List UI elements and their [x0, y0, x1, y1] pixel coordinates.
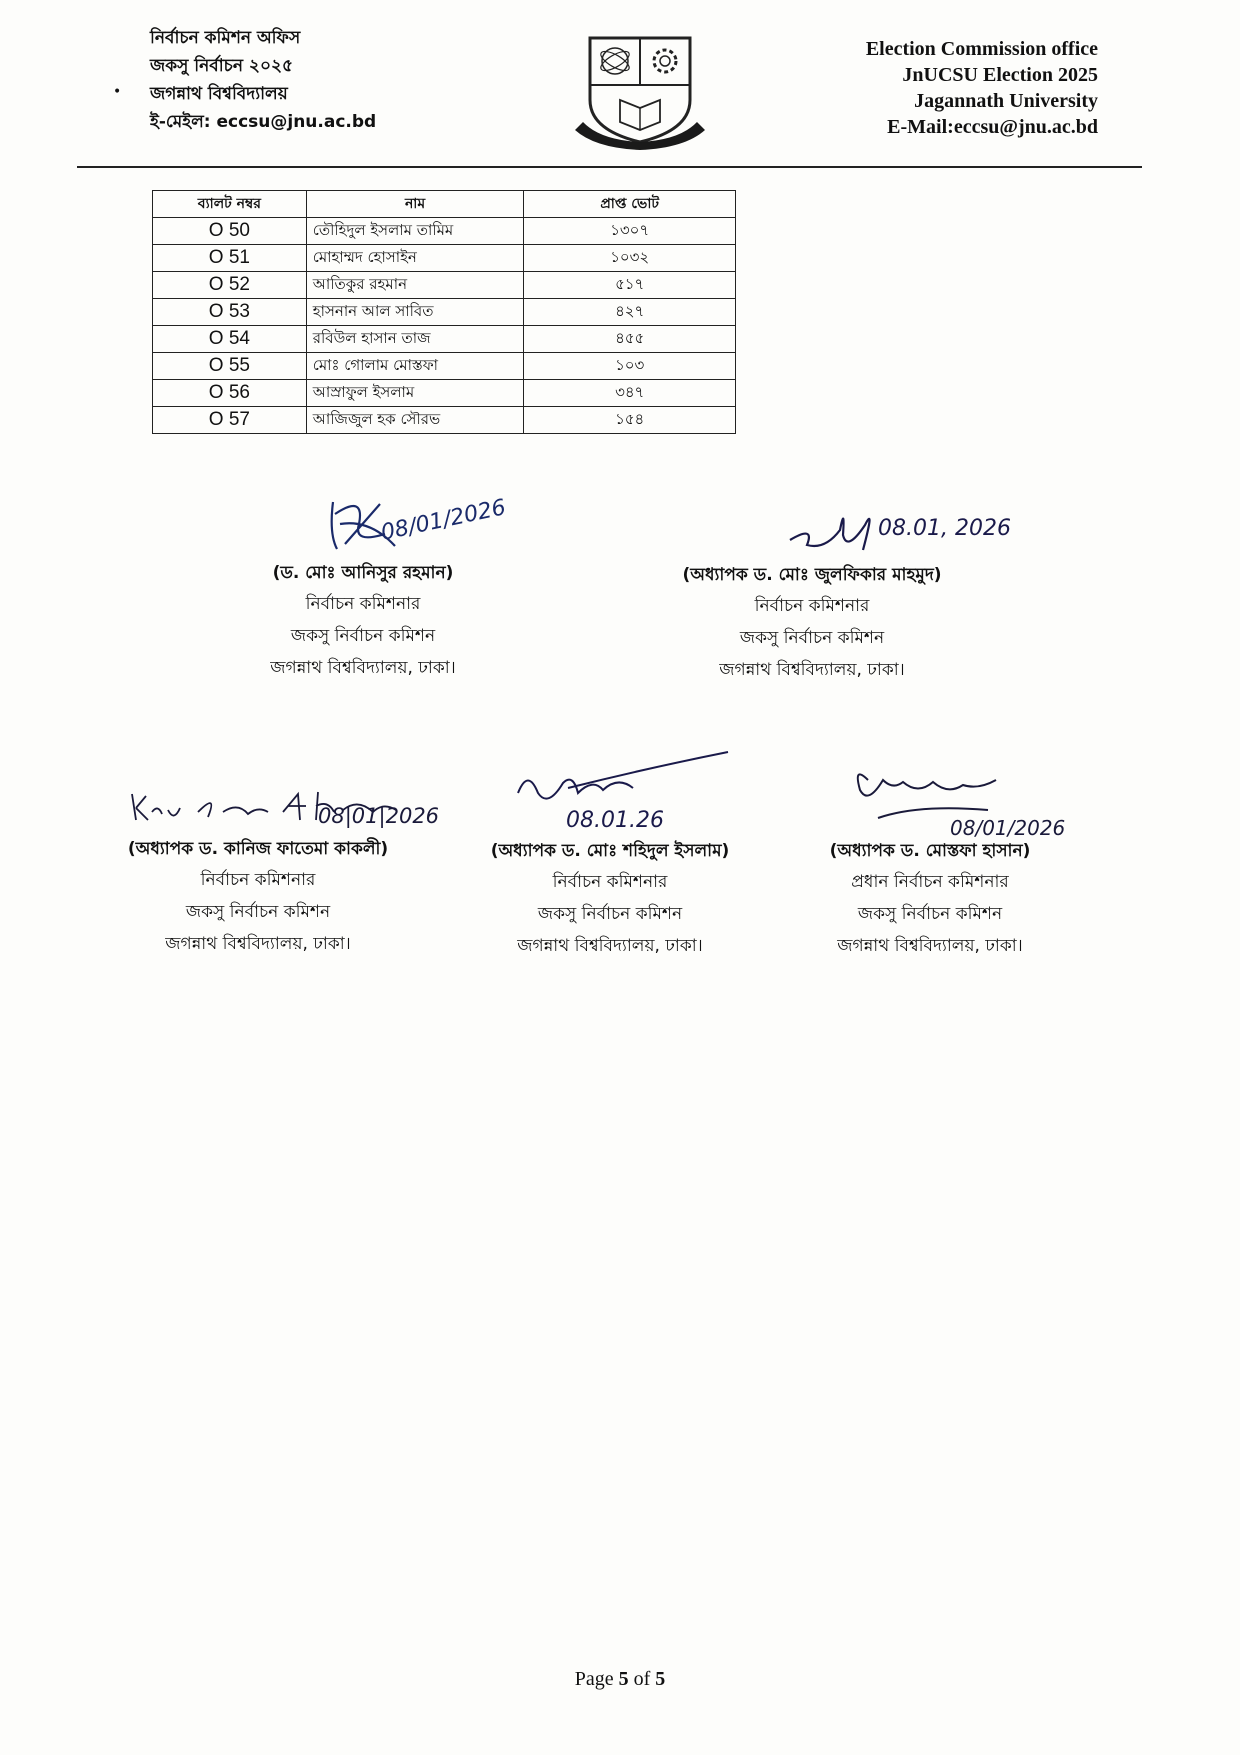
signatory-title: নির্বাচন কমিশনার: [754, 596, 870, 616]
table-row: [153, 326, 736, 353]
email-bn: ই-মেইল: eccsu@jnu.ac.bd: [150, 112, 377, 132]
signatory-place: জগন্নাথ বিশ্ববিদ্যালয়, ঢাকা।: [837, 936, 1023, 956]
ballot-cell: O 54: [153, 326, 307, 353]
page-number: [0, 1668, 1240, 1691]
page-current: 5: [618, 1668, 629, 1690]
signatory-title: নির্বাচন কমিশনার: [305, 594, 421, 614]
table-header-row: [153, 191, 736, 218]
signature-date: 08/01/2026: [378, 495, 509, 546]
name-cell: হাসনান আল সাবিত: [306, 299, 524, 326]
election-name-bn: জকসু নির্বাচন ২০২৫: [150, 56, 294, 76]
votes-cell: ৫১৭: [524, 272, 736, 299]
name-cell: আজিজুল হক সৌরভ: [306, 407, 524, 434]
signatory-org: জকসু নির্বাচন কমিশন: [185, 902, 331, 922]
signatory-place: জগন্নাথ বিশ্ববিদ্যালয়, ঢাকা।: [270, 658, 456, 678]
ballot-cell: O 55: [153, 353, 307, 380]
col-header-name: নাম: [306, 191, 524, 218]
university-name-en: Jagannath University: [914, 90, 1098, 112]
office-name-en: Election Commission office: [865, 38, 1098, 60]
signatory-block: [652, 560, 972, 686]
table-row: [153, 353, 736, 380]
signatory-name: (অধ্যাপক ড. মোস্তফা হাসান): [829, 841, 1031, 861]
signature-zulfikar-icon: [785, 500, 885, 556]
university-logo-icon: [575, 30, 705, 155]
votes-cell: ৩৪৭: [524, 380, 736, 407]
votes-cell: ১০৩২: [524, 245, 736, 272]
signatory-block: [238, 558, 488, 684]
ballot-cell: O 51: [153, 245, 307, 272]
signatory-place: জগন্নাথ বিশ্ববিদ্যালয়, ঢাকা।: [517, 936, 703, 956]
page-middle: of: [628, 1668, 656, 1690]
signatory-block: [108, 834, 408, 960]
signatory-title: নির্বাচন কমিশনার: [200, 870, 316, 890]
office-header-bn: [150, 24, 376, 136]
signatory-title: নির্বাচন কমিশনার: [552, 872, 668, 892]
ballot-cell: O 57: [153, 407, 307, 434]
signature-date: 08/01/2026: [950, 816, 1066, 840]
table-row: [153, 272, 736, 299]
office-header-en: [866, 36, 1098, 140]
signatory-name: (অধ্যাপক ড. মোঃ শহিদুল ইসলাম): [490, 841, 730, 861]
ballot-cell: O 56: [153, 380, 307, 407]
signatory-block: [460, 836, 760, 962]
table-row: [153, 218, 736, 245]
signature-date: 08.01, 2026: [878, 516, 1011, 541]
signatory-org: জকসু নির্বাচন কমিশন: [857, 904, 1003, 924]
signatory-place: জগন্নাথ বিশ্ববিদ্যালয়, ঢাকা।: [165, 934, 351, 954]
header-divider: [77, 166, 1142, 168]
table-row: [153, 407, 736, 434]
ballot-cell: O 50: [153, 218, 307, 245]
name-cell: মোঃ গোলাম মোস্তফা: [306, 353, 524, 380]
col-header-ballot: ব্যালট নম্বর: [153, 191, 307, 218]
signatory-org: জকসু নির্বাচন কমিশন: [537, 904, 683, 924]
table-row: [153, 245, 736, 272]
col-header-votes: প্রাপ্ত ভোট: [524, 191, 736, 218]
election-name-en: JnUCSU Election 2025: [902, 64, 1098, 86]
name-cell: আস্রাফুল ইসলাম: [306, 380, 524, 407]
signatory-org: জকসু নির্বাচন কমিশন: [290, 626, 436, 646]
table-row: [153, 380, 736, 407]
results-table: [152, 190, 736, 434]
signatory-block: [805, 836, 1055, 962]
table-row: [153, 299, 736, 326]
signature-date: 08|01|2026: [318, 804, 440, 828]
page-total: 5: [655, 1668, 666, 1690]
ballot-cell: O 53: [153, 299, 307, 326]
office-name-bn: নির্বাচন কমিশন অফিস: [150, 28, 301, 48]
signatory-title: প্রধান নির্বাচন কমিশনার: [851, 872, 1009, 892]
name-cell: আতিকুর রহমান: [306, 272, 524, 299]
signatory-name: (অধ্যাপক ড. কানিজ ফাতেমা কাকলী): [127, 839, 389, 859]
votes-cell: ১৫৪: [524, 407, 736, 434]
bullet-mark: •: [113, 84, 122, 100]
votes-cell: ১০৩: [524, 353, 736, 380]
name-cell: রবিউল হাসান তাজ: [306, 326, 524, 353]
votes-cell: ১৩০৭: [524, 218, 736, 245]
university-name-bn: জগন্নাথ বিশ্ববিদ্যালয়: [150, 84, 288, 104]
page-prefix: Page: [574, 1668, 619, 1690]
votes-cell: ৪২৭: [524, 299, 736, 326]
signatory-name: (ড. মোঃ আনিসুর রহমান): [272, 563, 454, 583]
email-en: E-Mail:eccsu@jnu.ac.bd: [887, 116, 1098, 138]
signatory-place: জগন্নাথ বিশ্ববিদ্যালয়, ঢাকা।: [719, 660, 905, 680]
ballot-cell: O 52: [153, 272, 307, 299]
signatory-org: জকসু নির্বাচন কমিশন: [739, 628, 885, 648]
signatory-name: (অধ্যাপক ড. মোঃ জুলফিকার মাহমুদ): [682, 565, 942, 585]
name-cell: মোহাম্মদ হোসাইন: [306, 245, 524, 272]
signature-date: 08.01.26: [566, 808, 664, 833]
votes-cell: ৪৫৫: [524, 326, 736, 353]
name-cell: তৌহিদুল ইসলাম তামিম: [306, 218, 524, 245]
